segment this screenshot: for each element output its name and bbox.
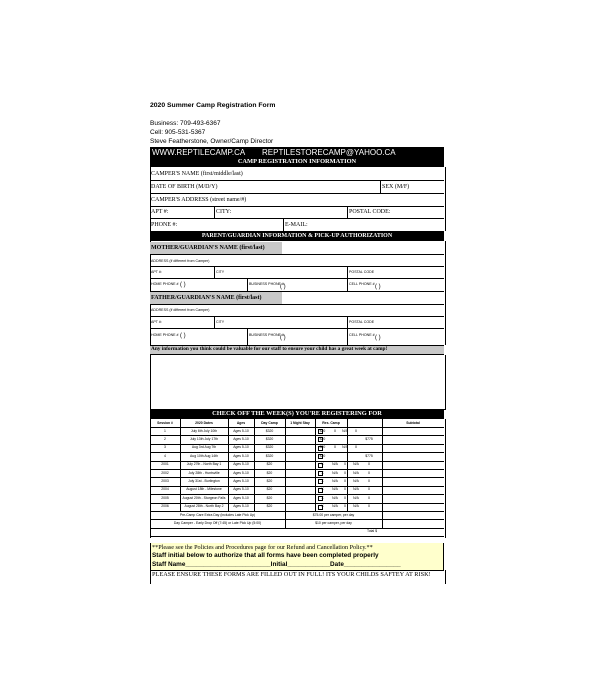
weeks-col-header: 1 Night Stay <box>290 421 310 425</box>
weeks-cell-res: X <box>367 504 371 509</box>
weeks-cell-day: $20 <box>266 470 273 475</box>
weeks-cell-x1: N/A <box>332 504 338 509</box>
weeks-cell-day: $320 <box>265 436 274 441</box>
early-drop-value: $10 per camper, per day <box>315 520 352 525</box>
weeks-cell-ages: Ages 5-10 <box>233 428 249 433</box>
weeks-cell-res: X <box>367 487 371 492</box>
weeks-col-header: Res. Camp <box>322 421 340 425</box>
weeks-cell-ages: Ages 5-10 <box>233 453 249 458</box>
weeks-cell-dates: August 28th - North Bay 2 <box>184 504 224 509</box>
early-drop-label: Day Camper - Early Drop Off (7:45) or Late Pick Up (5:00) <box>173 520 262 525</box>
weeks-cell-dates: July 6th July 10th <box>190 428 218 433</box>
email-label: E-MAIL: <box>285 222 308 228</box>
weeks-cell-ages: Ages 5-10 <box>233 495 249 500</box>
weeks-cell-na1: N/A <box>342 445 348 450</box>
weeks-cell-session: 2005 <box>161 495 169 500</box>
weeks-col-header: Session # <box>157 421 173 425</box>
weeks-cell-ages: Ages 5-10 <box>233 478 249 483</box>
weeks-cell-na1: X <box>343 470 347 475</box>
staff-initial-note: Staff initial below to authorize that all forms have been completed properly <box>152 552 379 559</box>
weeks-cell-session: 2004 <box>161 487 169 492</box>
week-checkbox[interactable] <box>318 471 323 476</box>
week-checkbox[interactable] <box>318 505 323 510</box>
mother-city-label: CITY <box>216 270 225 274</box>
weeks-cell-day: $320 <box>265 453 274 458</box>
ensure-note: PLEASE ENSURE THESE FORMS ARE FILLED OUT IN FULL! ITS YOUR CHILDS SAFTEY AT RISK! <box>152 571 431 578</box>
email-link[interactable]: REPTILESTORECAMP@YAHOO.CA <box>262 148 396 157</box>
weeks-cell-na1: X <box>343 504 347 509</box>
father-cell-label: CELL PHONE # <box>349 333 375 337</box>
weeks-cell-x2: N/A <box>353 478 359 483</box>
apt-label: APT #: <box>151 209 169 215</box>
weeks-cell-ages: Ages 5-10 <box>233 445 249 450</box>
weeks-cell-x1: N/A <box>332 495 338 500</box>
weeks-header: CHECK OFF THE WEEK(S) YOU'RE REGISTERING FOR <box>150 409 444 419</box>
weeks-cell-day: $20 <box>266 462 273 467</box>
week-checkbox[interactable] <box>318 463 323 468</box>
weeks-cell-session: 1 <box>164 428 166 433</box>
weeks-cell-night: $20 <box>319 453 326 458</box>
weeks-cell-dates: July 28th - Huntsville <box>188 470 220 475</box>
weeks-cell-session: 2001 <box>161 462 169 467</box>
weeks-cell-night: $20 <box>319 436 326 441</box>
weeks-cell-session: 2 <box>164 436 166 441</box>
weeks-cell-x1: N/A <box>332 462 338 467</box>
guardian-header: PARENT/GUARDIAN INFORMATION & PICK-UP AUTHORIZATION <box>150 231 444 241</box>
weeks-col-rule <box>315 419 316 511</box>
weeks-bottom-rule <box>150 536 444 537</box>
weeks-col-header: 2020 Dates <box>195 421 213 425</box>
weeks-cell-res: $775 <box>365 436 373 441</box>
week-checkbox[interactable] <box>318 429 323 434</box>
weeks-cell-ages: Ages 5-10 <box>233 462 249 467</box>
weeks-cell-session: 3 <box>164 445 166 450</box>
weeks-col-rule <box>382 419 383 511</box>
weeks-cell-x2: N/A <box>353 504 359 509</box>
weeks-cell-res: $775 <box>365 453 373 458</box>
weeks-header-rule <box>150 427 444 428</box>
weeks-cell-day: $320 <box>265 445 274 450</box>
weeks-cell-night: X <box>321 478 324 483</box>
business-phone: Business: 709-493-6367 <box>150 120 221 127</box>
weeks-cell-x2: X <box>354 428 358 433</box>
weeks-cell-night: X <box>321 462 324 467</box>
weeks-cell-dates: July 31st - Burlington <box>188 478 220 483</box>
weeks-cell-x1: N/A <box>332 478 338 483</box>
weeks-col-rule <box>285 419 286 511</box>
weeks-cell-res: X <box>367 495 371 500</box>
weeks-row-rule <box>150 469 444 470</box>
father-name-label: FATHER/GUARDIAN'S NAME (first/last) <box>151 295 262 301</box>
weeks-cell-day: $20 <box>266 504 273 509</box>
mother-postal-label: POSTAL CODE <box>349 270 375 274</box>
weeks-cell-na1: X <box>343 495 347 500</box>
extra-care-value: $75.00 per camper, per day <box>312 512 355 517</box>
weeks-cell-night: X <box>321 495 324 500</box>
form-title: 2020 Summer Camp Registration Form <box>150 102 276 109</box>
weeks-cell-night: X <box>321 470 324 475</box>
weeks-cell-na1: X <box>343 462 347 467</box>
weeks-cell-night: X <box>321 487 324 492</box>
week-checkbox[interactable] <box>318 496 323 501</box>
owner-line: Steve Featherstone, Owner/Camp Director <box>150 138 274 145</box>
sex-label: SEX (M/F) <box>382 184 410 190</box>
father-business-label: BUSINESS PHONE # <box>249 333 284 337</box>
father-home-label: HOME PHONE # <box>151 333 179 337</box>
weeks-cell-na1: N/A <box>342 428 348 433</box>
weeks-cell-dates: Aug 10th Aug 14th <box>190 453 218 458</box>
contact-bar <box>150 147 444 157</box>
weeks-col-header: Day Camp <box>261 421 278 425</box>
weeks-cell-dates: August 18th - Milestone <box>186 487 222 492</box>
extra-care-label: Pre-Camp Care Extra Day (includes Late Pick Up) <box>179 512 256 517</box>
father-business-paren: ( ) <box>280 335 286 341</box>
camper-name-label: CAMPER'S NAME (first/middle/last) <box>151 171 243 177</box>
weeks-cell-x2: X <box>354 445 358 450</box>
weeks-cell-ages: Ages 5-10 <box>233 436 249 441</box>
ensure-box <box>150 570 446 584</box>
weeks-cell-x2: N/A <box>353 470 359 475</box>
weeks-cell-res: X <box>367 478 371 483</box>
weeks-cell-x1: X <box>333 428 337 433</box>
postal-code-label: POSTAL CODE: <box>349 209 391 215</box>
week-checkbox[interactable] <box>318 454 323 459</box>
weeks-cell-night: $20 <box>319 428 326 433</box>
cell-phone: Cell: 905-531-5367 <box>150 129 206 136</box>
weeks-col-rule <box>347 419 348 511</box>
weeks-cell-day: $320 <box>265 428 274 433</box>
mother-business-label: BUSINESS PHONE # <box>249 282 284 286</box>
weeks-cell-res: X <box>367 462 371 467</box>
weeks-cell-day: $20 <box>266 478 273 483</box>
weeks-cell-day: $20 <box>266 487 273 492</box>
weeks-cell-x2: N/A <box>353 487 359 492</box>
weeks-cell-x2: N/A <box>353 495 359 500</box>
mother-business-paren: ( ) <box>280 284 286 290</box>
mother-cell-label: CELL PHONE # <box>349 282 375 286</box>
weeks-cell-dates: August 20th - Sturgeon Falls <box>182 495 226 500</box>
mother-home-paren: ( ) <box>180 282 186 288</box>
extra-col-rule <box>382 511 383 528</box>
extra-col-rule <box>285 511 286 528</box>
info-prompt: Any information you think could be valuable for our staff to ensure your child has a great week at camp! <box>151 346 388 352</box>
weeks-cell-session: 4 <box>164 453 166 458</box>
weeks-cell-ages: Ages 5-10 <box>233 504 249 509</box>
weeks-cell-night: X <box>321 504 324 509</box>
weeks-cell-na1: X <box>343 478 347 483</box>
phone-label: PHONE #: <box>151 222 178 228</box>
weeks-col-header: Subtotal <box>406 421 420 425</box>
staff-name-line[interactable]: Staff Name________________________Initial____________Date________________ <box>152 561 401 568</box>
camp-registration-header: CAMP REGISTRATION INFORMATION <box>150 157 444 167</box>
weeks-cell-day: $20 <box>266 495 273 500</box>
weeks-col-header: Ages <box>236 421 246 425</box>
info-textarea[interactable] <box>150 355 446 410</box>
weeks-cell-ages: Ages 5-10 <box>233 487 249 492</box>
weeks-cell-x1: X <box>333 445 337 450</box>
weeks-cell-session: 2003 <box>161 478 169 483</box>
weeks-cell-dates: Aug 3rd Aug 7th <box>191 445 217 450</box>
weeks-cell-dates: July 27th - North Bay 1 <box>186 462 222 467</box>
week-checkbox[interactable] <box>318 488 323 493</box>
mother-cell-paren: ( ) <box>375 284 381 290</box>
website-link[interactable]: WWW.REPTILECAMP.CA <box>152 148 246 157</box>
weeks-cell-x1: N/A <box>332 470 338 475</box>
father-cell-paren: ( ) <box>375 335 381 341</box>
week-checkbox[interactable] <box>318 446 323 451</box>
week-checkbox[interactable] <box>318 437 323 442</box>
week-checkbox[interactable] <box>318 479 323 484</box>
weeks-cell-res: X <box>367 470 371 475</box>
camper-address-label: CAMPER'S ADDRESS (street name/#) <box>151 197 247 203</box>
weeks-cell-session: 2002 <box>161 470 169 475</box>
weeks-col-rule <box>254 419 255 511</box>
father-home-paren: ( ) <box>180 333 186 339</box>
weeks-row-rule <box>150 511 444 512</box>
total-field[interactable] <box>382 528 443 536</box>
mother-address-label: ADDRESS (if different from Camper) <box>151 259 210 263</box>
weeks-cell-night: $20 <box>319 445 326 450</box>
weeks-col-rule <box>228 419 229 511</box>
weeks-cell-dates: July 13th July 17th <box>189 436 219 441</box>
father-apt-label: APT #: <box>151 320 162 324</box>
father-city-label: CITY <box>216 320 225 324</box>
father-address-label: ADDRESS (if different from Camper) <box>151 308 210 312</box>
weeks-cell-ages: Ages 5-10 <box>233 470 249 475</box>
weeks-cell-na1: X <box>343 487 347 492</box>
dob-label: DATE OF BIRTH (M/D/Y) <box>151 184 218 190</box>
father-postal-label: POSTAL CODE <box>349 320 375 324</box>
weeks-cell-x1: N/A <box>332 487 338 492</box>
mother-apt-label: APT #: <box>151 270 162 274</box>
mother-name-label: MOTHER/GUARDIAN'S NAME (first/last) <box>151 245 265 251</box>
policy-note: **Please see the Policies and Procedures page for our Refund and Cancellation Policy.** <box>152 544 373 551</box>
total-label: Total $ <box>367 529 377 534</box>
mother-home-label: HOME PHONE # <box>151 282 179 286</box>
city-label: CITY: <box>216 209 232 215</box>
weeks-cell-x2: N/A <box>353 462 359 467</box>
weeks-cell-session: 2006 <box>161 504 169 509</box>
weeks-col-rule <box>180 419 181 511</box>
